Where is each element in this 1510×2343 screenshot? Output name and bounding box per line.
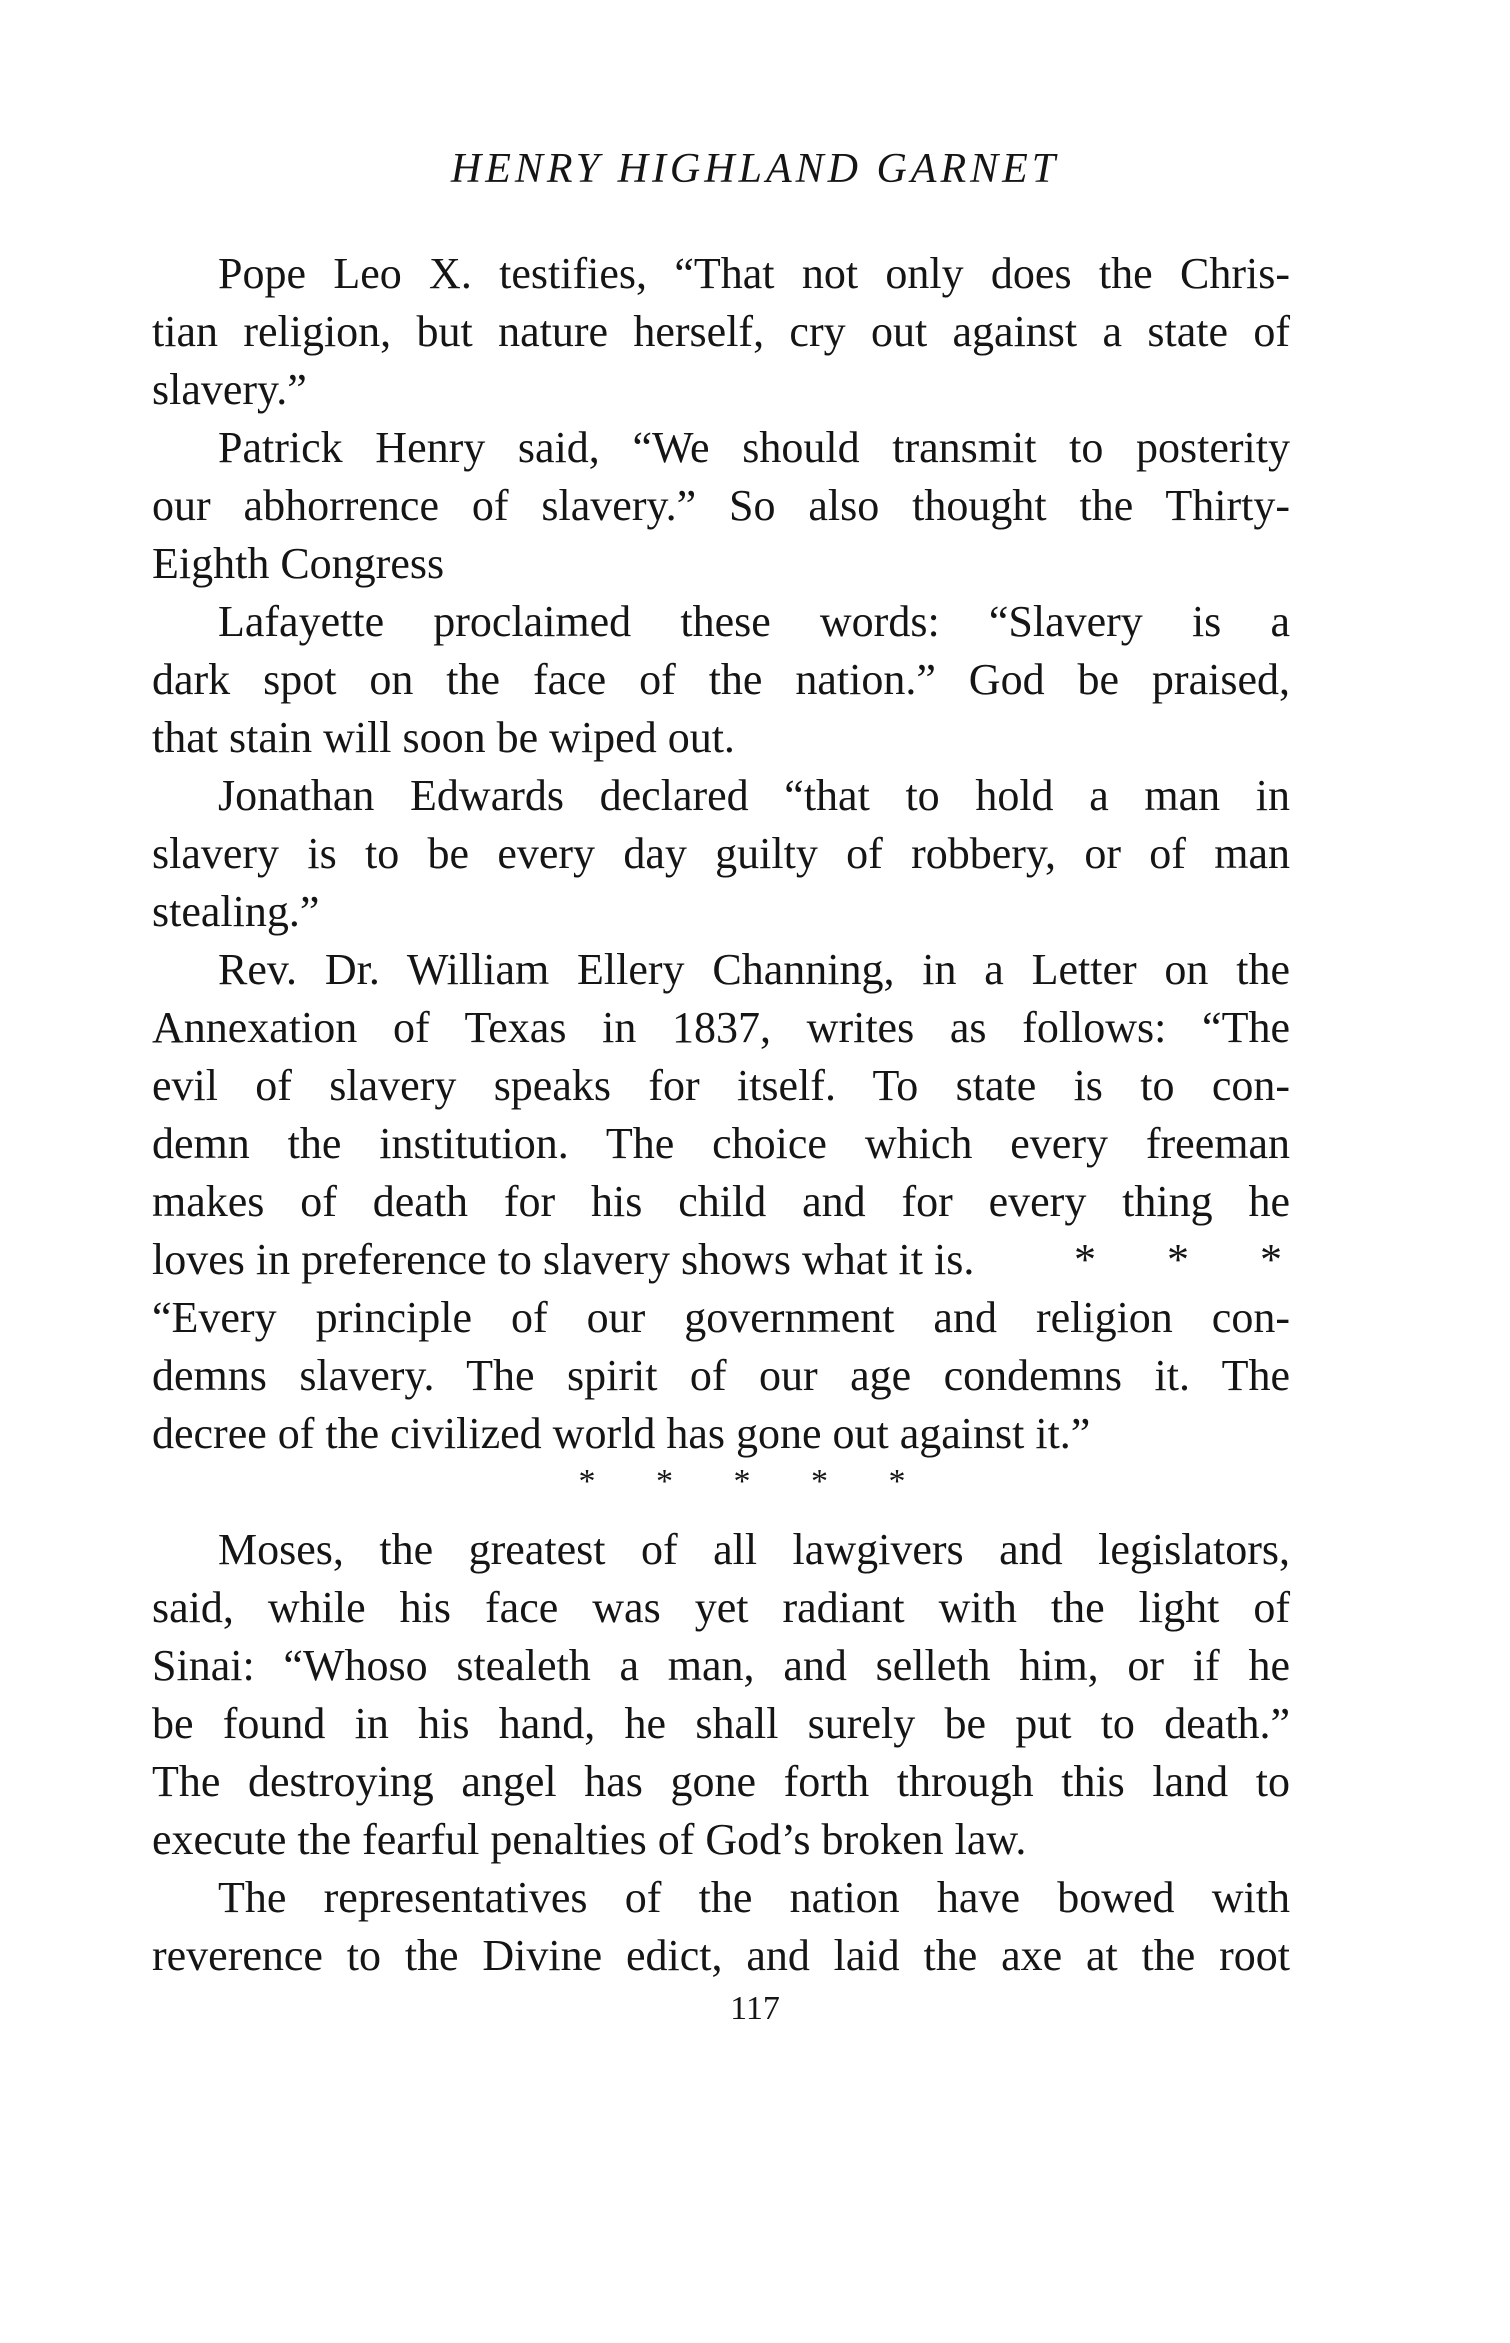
text-line: Sinai: “Whoso stealeth a man, and selleth him, or if he (152, 1641, 1290, 1690)
running-head: HENRY HIGHLAND GARNET (450, 146, 1060, 192)
text-line: our abhorrence of slavery.” So also thought the Thirty- (152, 481, 1290, 530)
text-line: Patrick Henry said, “We should transmit to posterity (218, 423, 1290, 472)
section-break-stars: * * * * * (578, 1463, 932, 1500)
text-line: Jonathan Edwards declared “that to hold a man in (218, 771, 1290, 820)
text-line: Rev. Dr. William Ellery Channing, in a Letter on the (218, 945, 1290, 994)
inline-ellipsis-stars: * * * (1074, 1235, 1312, 1284)
text-line: “Every principle of our government and religion con- (152, 1293, 1290, 1342)
text-line: decree of the civilized world has gone out against it.” (152, 1409, 1091, 1458)
text-line: Pope Leo X. testifies, “That not only does the Chris- (218, 249, 1290, 298)
text-line: Moses, the greatest of all lawgivers and legislators, (218, 1525, 1290, 1574)
text-line: slavery is to be every day guilty of robbery, or of man (152, 829, 1290, 878)
text-line: slavery.” (152, 365, 307, 414)
text-line: be found in his hand, he shall surely be put to death.” (152, 1699, 1290, 1748)
text-line: The representatives of the nation have bowed with (218, 1873, 1290, 1922)
text-line: evil of slavery speaks for itself. To state is to con- (152, 1061, 1290, 1110)
text-line: stealing.” (152, 887, 320, 936)
text-line: that stain will soon be wiped out. (152, 713, 735, 762)
text-line: Annexation of Texas in 1837, writes as follows: “The (152, 1003, 1290, 1052)
text-line (152, 1235, 1312, 1290)
text-line: Lafayette proclaimed these words: “Slavery is a (218, 597, 1290, 646)
text-line: Eighth Congress (152, 539, 445, 588)
text-line: execute the fearful penalties of God’s broken law. (152, 1815, 1027, 1864)
text-line: said, while his face was yet radiant with the light of (152, 1583, 1290, 1632)
text-line: dark spot on the face of the nation.” God be praised, (152, 655, 1290, 704)
text-line: reverence to the Divine edict, and laid the axe at the root (152, 1931, 1290, 1980)
text-line: The destroying angel has gone forth through this land to (152, 1757, 1290, 1806)
text-line-content: loves in preference to slavery shows what it is. (152, 1235, 975, 1284)
text-line: tian religion, but nature herself, cry out against a state of (152, 307, 1290, 356)
text-line: demns slavery. The spirit of our age condemns it. The (152, 1351, 1290, 1400)
text-line: makes of death for his child and for every thing he (152, 1177, 1290, 1226)
page-number: 117 (730, 1990, 780, 2027)
text-line: demn the institution. The choice which every freeman (152, 1119, 1290, 1168)
